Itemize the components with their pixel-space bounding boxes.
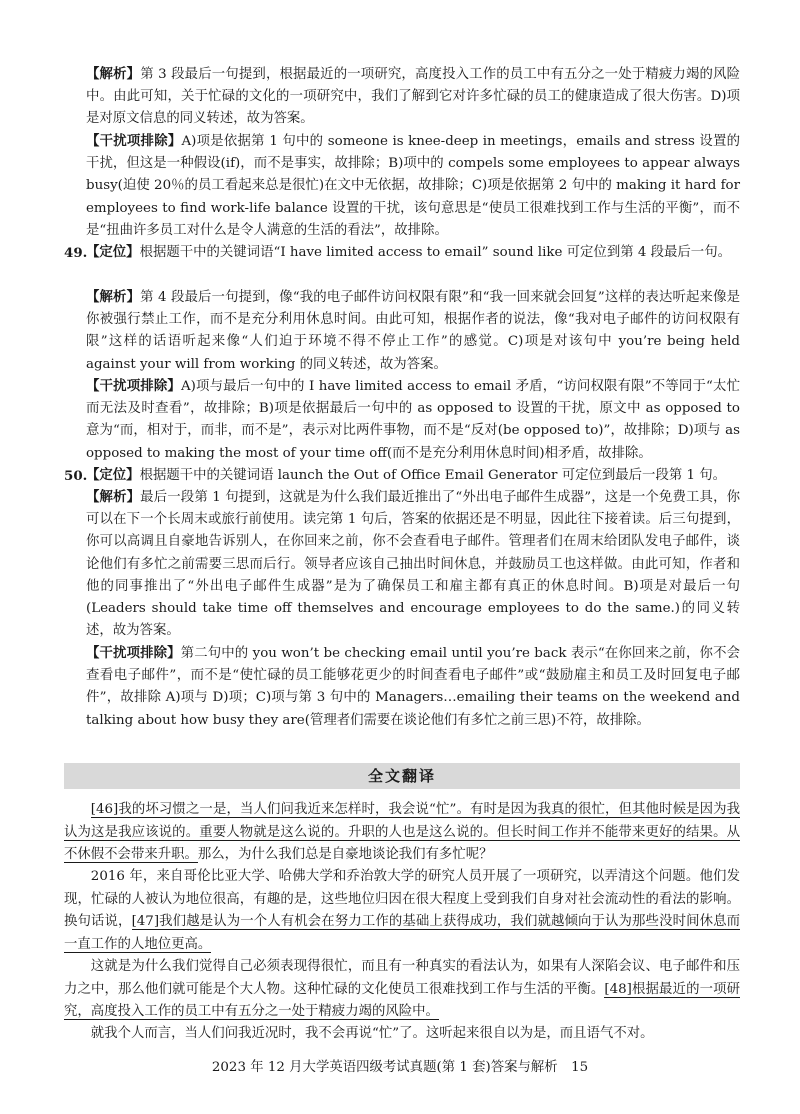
q49-analysis (86, 287, 740, 376)
analysis-tag: 【解析】 (86, 67, 141, 82)
translation-underlined-47: [47]我们越是认为一个人有机会在努力工作的基础上获得成功，我们就越倾向于认为那些没时间休息而一直工作的人地位更高。 (64, 914, 741, 952)
distractor-tag: 【干扰项排除】 (86, 134, 182, 149)
translation-text: 2016 年，来自哥伦比亚大学、哈佛大学和乔治敦大学的研究人员开展了一项研究，以弄清这个问题。他们发现，忙碌的人被认为地位很高，有趣的是，这些地位归因在很大程度上受到我们自身对社会流动性的看法的影响。换句话说， (64, 869, 740, 930)
distractor-tag: 【干扰项排除】 (86, 379, 181, 394)
distractor-text: 第二句中的 you won’t be checking email until you’re back 表示“在你回来之前，你不会查看电子邮件”，而不是“使忙碌的员工能够花更少的时间查看电子邮件”或“鼓励雇主和员工及时回复电子邮件”，故排除 A)项与 D)项；C)项与第 3 句中的 Managers…emailing their teams on the weekend and talking about how busy they are(管理者们需要在谈论他们有多忙之前三思)不符，故排除。 (86, 646, 740, 728)
q50-distractor (86, 643, 740, 732)
q49-distractor (86, 376, 740, 465)
translation-paragraph-1 (64, 799, 740, 867)
distractor-tag: 【干扰项排除】 (86, 646, 181, 661)
locate-text: 根据题干中的关键词语“I have limited access to email” sound like 可定位到第 4 段最后一句。 (139, 245, 731, 260)
analysis-text: 第 3 段最后一句提到，根据最近的一项研究，高度投入工作的员工中有五分之一处于精疲力竭的风险中。由此可知，关于忙碌的文化的一项研究中，我们了解到它对许多忙碌的员工的健康造成了很大伤害。D)项是对原文信息的同义转述，故为答案。 (86, 67, 741, 127)
analysis-text: 最后一段第 1 句提到，这就是为什么我们最近推出了“外出电子邮件生成器”，这是一个免费工具，你可以在下一个长周末或旅行前使用。读完第 1 句后，答案的依据还是不明显，因此往下接着读。后三句提到，你可以高调且自豪地告诉别人，在你回来之前，你不会查看电子邮件。管理者们在周末给团队发电子邮件，谈论他们有多忙之前需要三思而后行。领导者应该自己抽出时间休息，并鼓励员工也这样做。由此可知，作者和他的同事推出了“外出电子邮件生成器”是为了确保员工和雇主都有真正的休息时间。B)项是对最后一句(Leaders should take time off themselves and encourage employees to do the same.)的同义转述，故为答案。 (86, 490, 741, 639)
analysis-tag: 【解析】 (86, 290, 141, 305)
analysis-text: 第 4 段最后一句提到，像“我的电子邮件访问权限有限”和“我一回来就会回复”这样的表达听起来像是你被强行禁止工作，而不是充分利用休息时间。由此可知，根据作者的说法，像“我对电子邮件的访问权限有限”这样的话语听起来像“人们迫于环境不得不停止工作”的感觉。C)项是对该句中 you’re being held against your will from working 的同义转述，故为答案。 (86, 290, 740, 372)
translation-underlined-46: [46]我的坏习惯之一是，当人们问我近来怎样时，我会说“忙”。有时是因为我真的很忙，但其他时候是因为我认为这是我应该说的。重要人物就是这么说的。升职的人也是这么说的。但长时间工作并不能带来更好的结果。从不休假不会带来升职。 (64, 802, 740, 863)
locate-tag: 【定位】 (86, 468, 140, 483)
q48-analysis (86, 64, 740, 131)
q50-analysis (86, 487, 740, 642)
question-number-49: 49. (64, 245, 88, 261)
translation-text: 这就是为什么我们觉得自己必须表现得很忙，而且有一种真实的看法认为，如果有人深陷会议、电子邮件和压力之中，那么他们就可能是个大人物。这种忙碌的文化使员工很难找到工作与生活的平衡。 (64, 959, 740, 997)
distractor-text: A)项与最后一句中的 I have limited access to email 矛盾，“访问权限有限”不等同于“太忙而无法及时查看”，故排除；B)项是依据最后一句中的 as opposed to 设置的干扰，原文中 as opposed to 意为“而，相对于，而非，而不是”，表示对比两件事物，而不是“反对(be opposed to)”，故排除；D)项与 as opposed to making the most of your time off(而不是充分利用休息时间)相矛盾，故排除。 (86, 379, 741, 461)
translation-title: 全文翻译 (64, 763, 740, 789)
translation-text: 那么，为什么我们总是自豪地谈论我们有多忙呢？ (197, 847, 493, 863)
translation-text: 就我个人而言，当人们问我近况时，我不会再说“忙”了。这听起来很自以为是，而且语气不对。 (90, 1026, 654, 1041)
analysis-tag: 【解析】 (86, 490, 141, 505)
translation-paragraph-3 (64, 956, 740, 1024)
question-number-50: 50. (64, 468, 88, 484)
q49-locate (86, 242, 740, 264)
page-footer: 2023 年 12 月大学英语四级考试真题(第 1 套)答案与解析 15 (211, 1060, 589, 1075)
locate-text: 根据题干中的关键词语 launch the Out of Office Email Generator 可定位到最后一段第 1 句。 (139, 468, 727, 483)
distractor-text: A)项是依据第 1 句中的 someone is knee-deep in meetings，emails and stress 设置的干扰，但这是一种假设(if)，而不是事实，故排除；B)项中的 compels some employees to appear always busy(迫使 20％的员工看起来总是很忙)在文中无依据，故排除；C)项是依据第 2 句中的 making it hard for employees to find work-life balance 设置的干扰，该句意思是“使员工很难找到工作与生活的平衡”，而不是“扭曲许多员工对什么是令人满意的生活的看法”，故排除。 (86, 134, 741, 238)
q48-distractor (86, 131, 740, 242)
translation-paragraph-2 (64, 866, 740, 956)
translation-paragraph-4 (64, 1023, 740, 1046)
q50-locate (86, 465, 740, 487)
translation-underlined-48: [48]根据最近的一项研究，高度投入工作的员工中有五分之一处于精疲力竭的风险中。 (64, 981, 740, 1020)
locate-tag: 【定位】 (86, 245, 140, 260)
